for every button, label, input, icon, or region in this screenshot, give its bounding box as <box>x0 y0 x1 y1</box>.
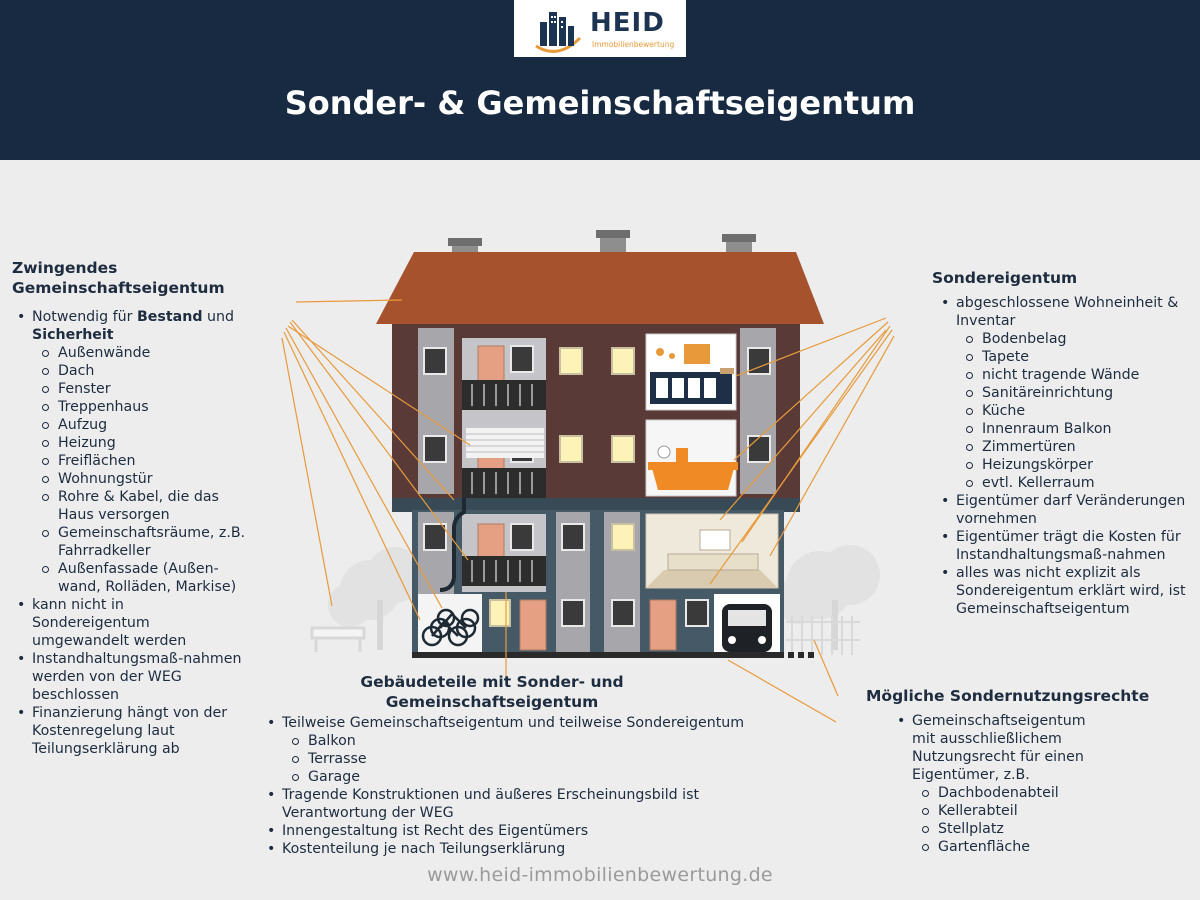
list-item: Gartenfläche <box>918 838 1112 856</box>
special-item-text: abgeschlossene Wohneinheit & Inventar <box>956 295 1179 329</box>
livingroom-cutaway <box>646 514 778 588</box>
list-item: Dachbodenabteil <box>918 784 1112 802</box>
list-item: evtl. Kellerraum <box>962 474 1194 492</box>
list-item <box>936 294 1194 492</box>
list-item: nicht tragende Wände <box>962 366 1194 384</box>
common-intro-bold-2: Sicherheit <box>32 327 114 343</box>
list-item: Rohre & Kabel, die das Haus versorgen <box>38 488 238 524</box>
bench <box>312 628 364 652</box>
usage-item-text: Gemeinschaftseigentum mit ausschließlichem Nutzungsrecht für einen Eigentümer, z.B. <box>912 713 1086 783</box>
common-heading: Zwingendes Gemeinschaftseigentum <box>12 259 225 297</box>
list-item: Sanitäreinrichtung <box>962 384 1194 402</box>
mixed-property-block <box>262 672 782 858</box>
list-item: Heizungskörper <box>962 456 1194 474</box>
list-item: Dach <box>38 362 282 380</box>
list-item: • Innengestaltung ist Recht des Eigentümers <box>262 822 782 840</box>
list-item: • Instandhaltungsmaß-nahmen werden von der WEG beschlossen <box>12 650 252 704</box>
lower-facade <box>392 498 800 512</box>
list-item <box>262 714 782 786</box>
list-item: Fenster <box>38 380 282 398</box>
list-item: • Eigentümer trägt die Kosten für Instandhaltungsmaß-nahmen <box>936 528 1194 564</box>
garden-fence <box>786 616 860 655</box>
page-title: Sonder- & Gemeinschaftseigentum <box>284 84 916 122</box>
list-item <box>12 308 282 596</box>
mixed-heading-line-2: Gemeinschaftseigentum <box>385 693 599 711</box>
list-item: Innenraum Balkon <box>962 420 1194 438</box>
special-heading: Sondereigentum <box>932 269 1078 287</box>
list-item: Bodenbelag <box>962 330 1194 348</box>
logo-name: HEID <box>590 8 665 38</box>
list-item: Aufzug <box>38 416 282 434</box>
list-item: Garage <box>288 768 782 786</box>
list-item: • Finanzierung hängt von der Kostenregelung laut Teilungserklärung ab <box>12 704 252 758</box>
special-property-block <box>932 268 1194 618</box>
common-intro-bold: Bestand <box>136 309 203 325</box>
roof <box>376 252 824 324</box>
logo-subtitle: Immobilienbewertung <box>592 40 675 49</box>
list-item: • Kostenteilung je nach Teilungserklärung <box>262 840 782 858</box>
garage-car <box>714 594 780 654</box>
common-intro-text-2: und <box>202 309 234 325</box>
kitchen-cutaway <box>646 334 736 410</box>
list-item: Zimmertüren <box>962 438 1194 456</box>
website-url[interactable]: www.heid-immobilienbewertung.de <box>427 864 773 886</box>
list-item: Wohnungstür <box>38 470 282 488</box>
list-item: Küche <box>962 402 1194 420</box>
list-item: • Eigentümer darf Veränderungen vornehmen <box>936 492 1194 528</box>
common-intro-text: Notwendig für <box>32 309 137 325</box>
bicycle-room <box>418 594 482 652</box>
list-item: • kann nicht in Sondereigentum umgewandelt werden <box>12 596 202 650</box>
list-item: Tapete <box>962 348 1194 366</box>
bathroom-cutaway <box>646 420 738 496</box>
list-item: Heizung <box>38 434 282 452</box>
list-item: Außenwände <box>38 344 282 362</box>
list-item: Außenfassade (Außen-wand, Rolläden, Markise) <box>38 560 252 596</box>
list-item: Treppenhaus <box>38 398 282 416</box>
ground <box>412 652 784 658</box>
list-item: Gemeinschaftsräume, z.B. Fahrradkeller <box>38 524 252 560</box>
rolling-shutter <box>466 428 544 458</box>
list-item: • Tragende Konstruktionen und äußeres Erscheinungsbild ist Verantwortung der WEG <box>262 786 732 822</box>
mixed-item-text: Teilweise Gemeinschaftseigentum und teilweise Sondereigentum <box>282 715 745 731</box>
mixed-heading-line-1: Gebäudeteile mit Sonder- und <box>360 673 624 691</box>
list-item: Terrasse <box>288 750 782 768</box>
usage-heading: Mögliche Sondernutzungsrechte <box>866 687 1150 705</box>
list-item: Balkon <box>288 732 782 750</box>
usage-rights-block <box>866 686 1166 856</box>
list-item: Kellerabteil <box>918 802 1112 820</box>
list-item: Stellplatz <box>918 820 1112 838</box>
list-item: • alles was nicht explizit als Sondereigentum erklärt wird, ist Gemeinschaftseigentum <box>936 564 1194 618</box>
list-item: Freiflächen <box>38 452 282 470</box>
common-property-block <box>12 258 282 758</box>
list-item <box>892 712 1112 856</box>
